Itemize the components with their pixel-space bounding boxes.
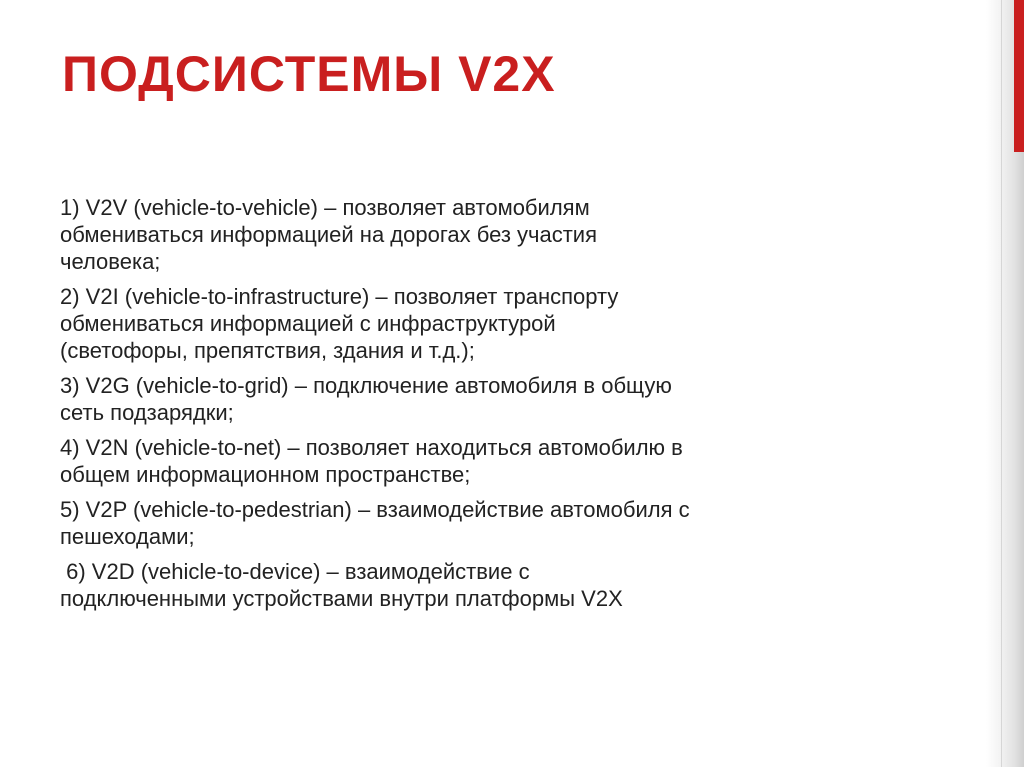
list-item-line: обмениваться информацией на дорогах без участия	[60, 222, 598, 247]
list-item-v2i	[60, 283, 940, 364]
list-item-v2v	[60, 194, 940, 275]
list-item-line: 1) V2V (vehicle-to-vehicle) – позволяет автомобилям	[60, 195, 590, 220]
list-item-line: 6) V2D (vehicle-to-device) – взаимодействие с	[60, 559, 530, 584]
accent-bar	[1014, 0, 1024, 152]
list-item-line: пешеходами;	[60, 524, 195, 549]
list-item-v2d	[60, 558, 940, 612]
list-item-line: сеть подзарядки;	[60, 400, 234, 425]
list-item-v2p	[60, 496, 940, 550]
list-item-v2n	[60, 434, 940, 488]
list-item-line: обмениваться информацией с инфраструктурой	[60, 311, 556, 336]
list-item-line: человека;	[60, 249, 161, 274]
list-item-line: общем информационном пространстве;	[60, 462, 471, 487]
subsystem-list	[60, 194, 940, 620]
list-item-line: 5) V2P (vehicle-to-pedestrian) – взаимодействие автомобиля с	[60, 497, 690, 522]
slide-title: ПОДСИСТЕМЫ V2X	[62, 46, 556, 102]
list-item-line: 2) V2I (vehicle-to-infrastructure) – позволяет транспорту	[60, 284, 619, 309]
list-item-line: 3) V2G (vehicle-to-grid) – подключение автомобиля в общую	[60, 373, 672, 398]
list-item-line: (светофоры, препятствия, здания и т.д.);	[60, 338, 475, 363]
page-edge-divider	[1001, 0, 1002, 767]
list-item-line: 4) V2N (vehicle-to-net) – позволяет находиться автомобилю в	[60, 435, 683, 460]
list-item-line: подключенными устройствами внутри платформы V2X	[60, 586, 623, 611]
list-item-v2g	[60, 372, 940, 426]
